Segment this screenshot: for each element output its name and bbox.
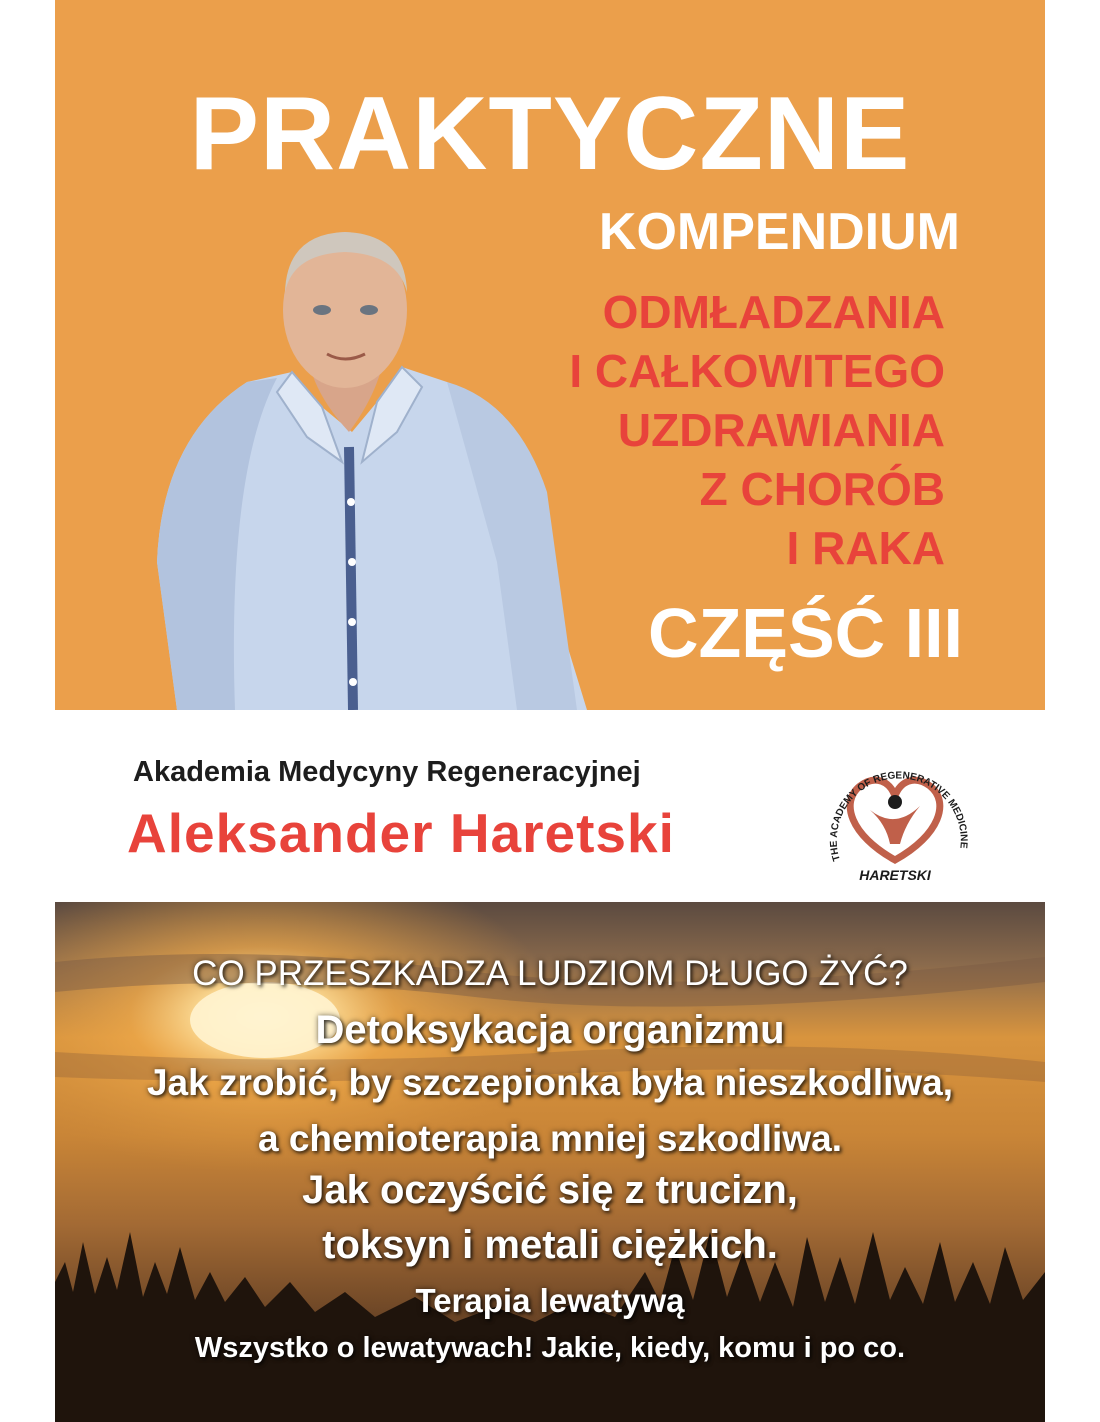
cover-part-label: CZĘŚĆ III	[647, 594, 963, 672]
cover-red-title	[569, 283, 945, 578]
top-panel	[55, 0, 1045, 710]
academy-logo	[810, 740, 980, 890]
red-line-1: ODMŁADZANIA	[602, 286, 945, 338]
red-line-3: UZDRAWIANIA	[617, 404, 945, 456]
author-portrait	[117, 232, 587, 710]
cover-subtitle: KOMPENDIUM	[598, 203, 960, 261]
bottom-line-6: Wszystko o lewatywach! Jakie, kiedy, komu i po co.	[194, 1332, 906, 1364]
logo-arc-text: THE ACADEMY OF REGENERATIVE MEDICINE	[828, 770, 969, 863]
bottom-line-4: toksyn i metali ciężkich.	[322, 1223, 778, 1267]
bottom-line-2: a chemioterapia mniej szkodliwa.	[258, 1118, 842, 1159]
academy-name: Akademia Medycyny Regeneracyjnej	[133, 756, 641, 788]
cover-title: PRAKTYCZNE	[189, 76, 911, 192]
bottom-question: CO PRZESZKADZA LUDZIOM DŁUGO ŻYĆ?	[192, 954, 908, 993]
author-band	[55, 710, 1045, 902]
logo-name-text: HARETSKI	[859, 867, 931, 883]
bottom-line-3: Jak oczyścić się z trucizn,	[302, 1168, 798, 1212]
sunset-panel	[55, 902, 1045, 1422]
red-line-4: Z CHORÓB	[699, 463, 945, 515]
red-line-5: I RAKA	[786, 522, 945, 574]
author-name: Aleksander Haretski	[127, 802, 675, 864]
red-line-2: I CAŁKOWITEGO	[569, 345, 945, 397]
book-cover	[55, 0, 1045, 1422]
bottom-line-1: Jak zrobić, by szczepionka była nieszkodliwa,	[146, 1062, 954, 1103]
bottom-heading: Detoksykacja organizmu	[315, 1008, 785, 1052]
bottom-line-5: Terapia lewatywą	[415, 1282, 685, 1319]
